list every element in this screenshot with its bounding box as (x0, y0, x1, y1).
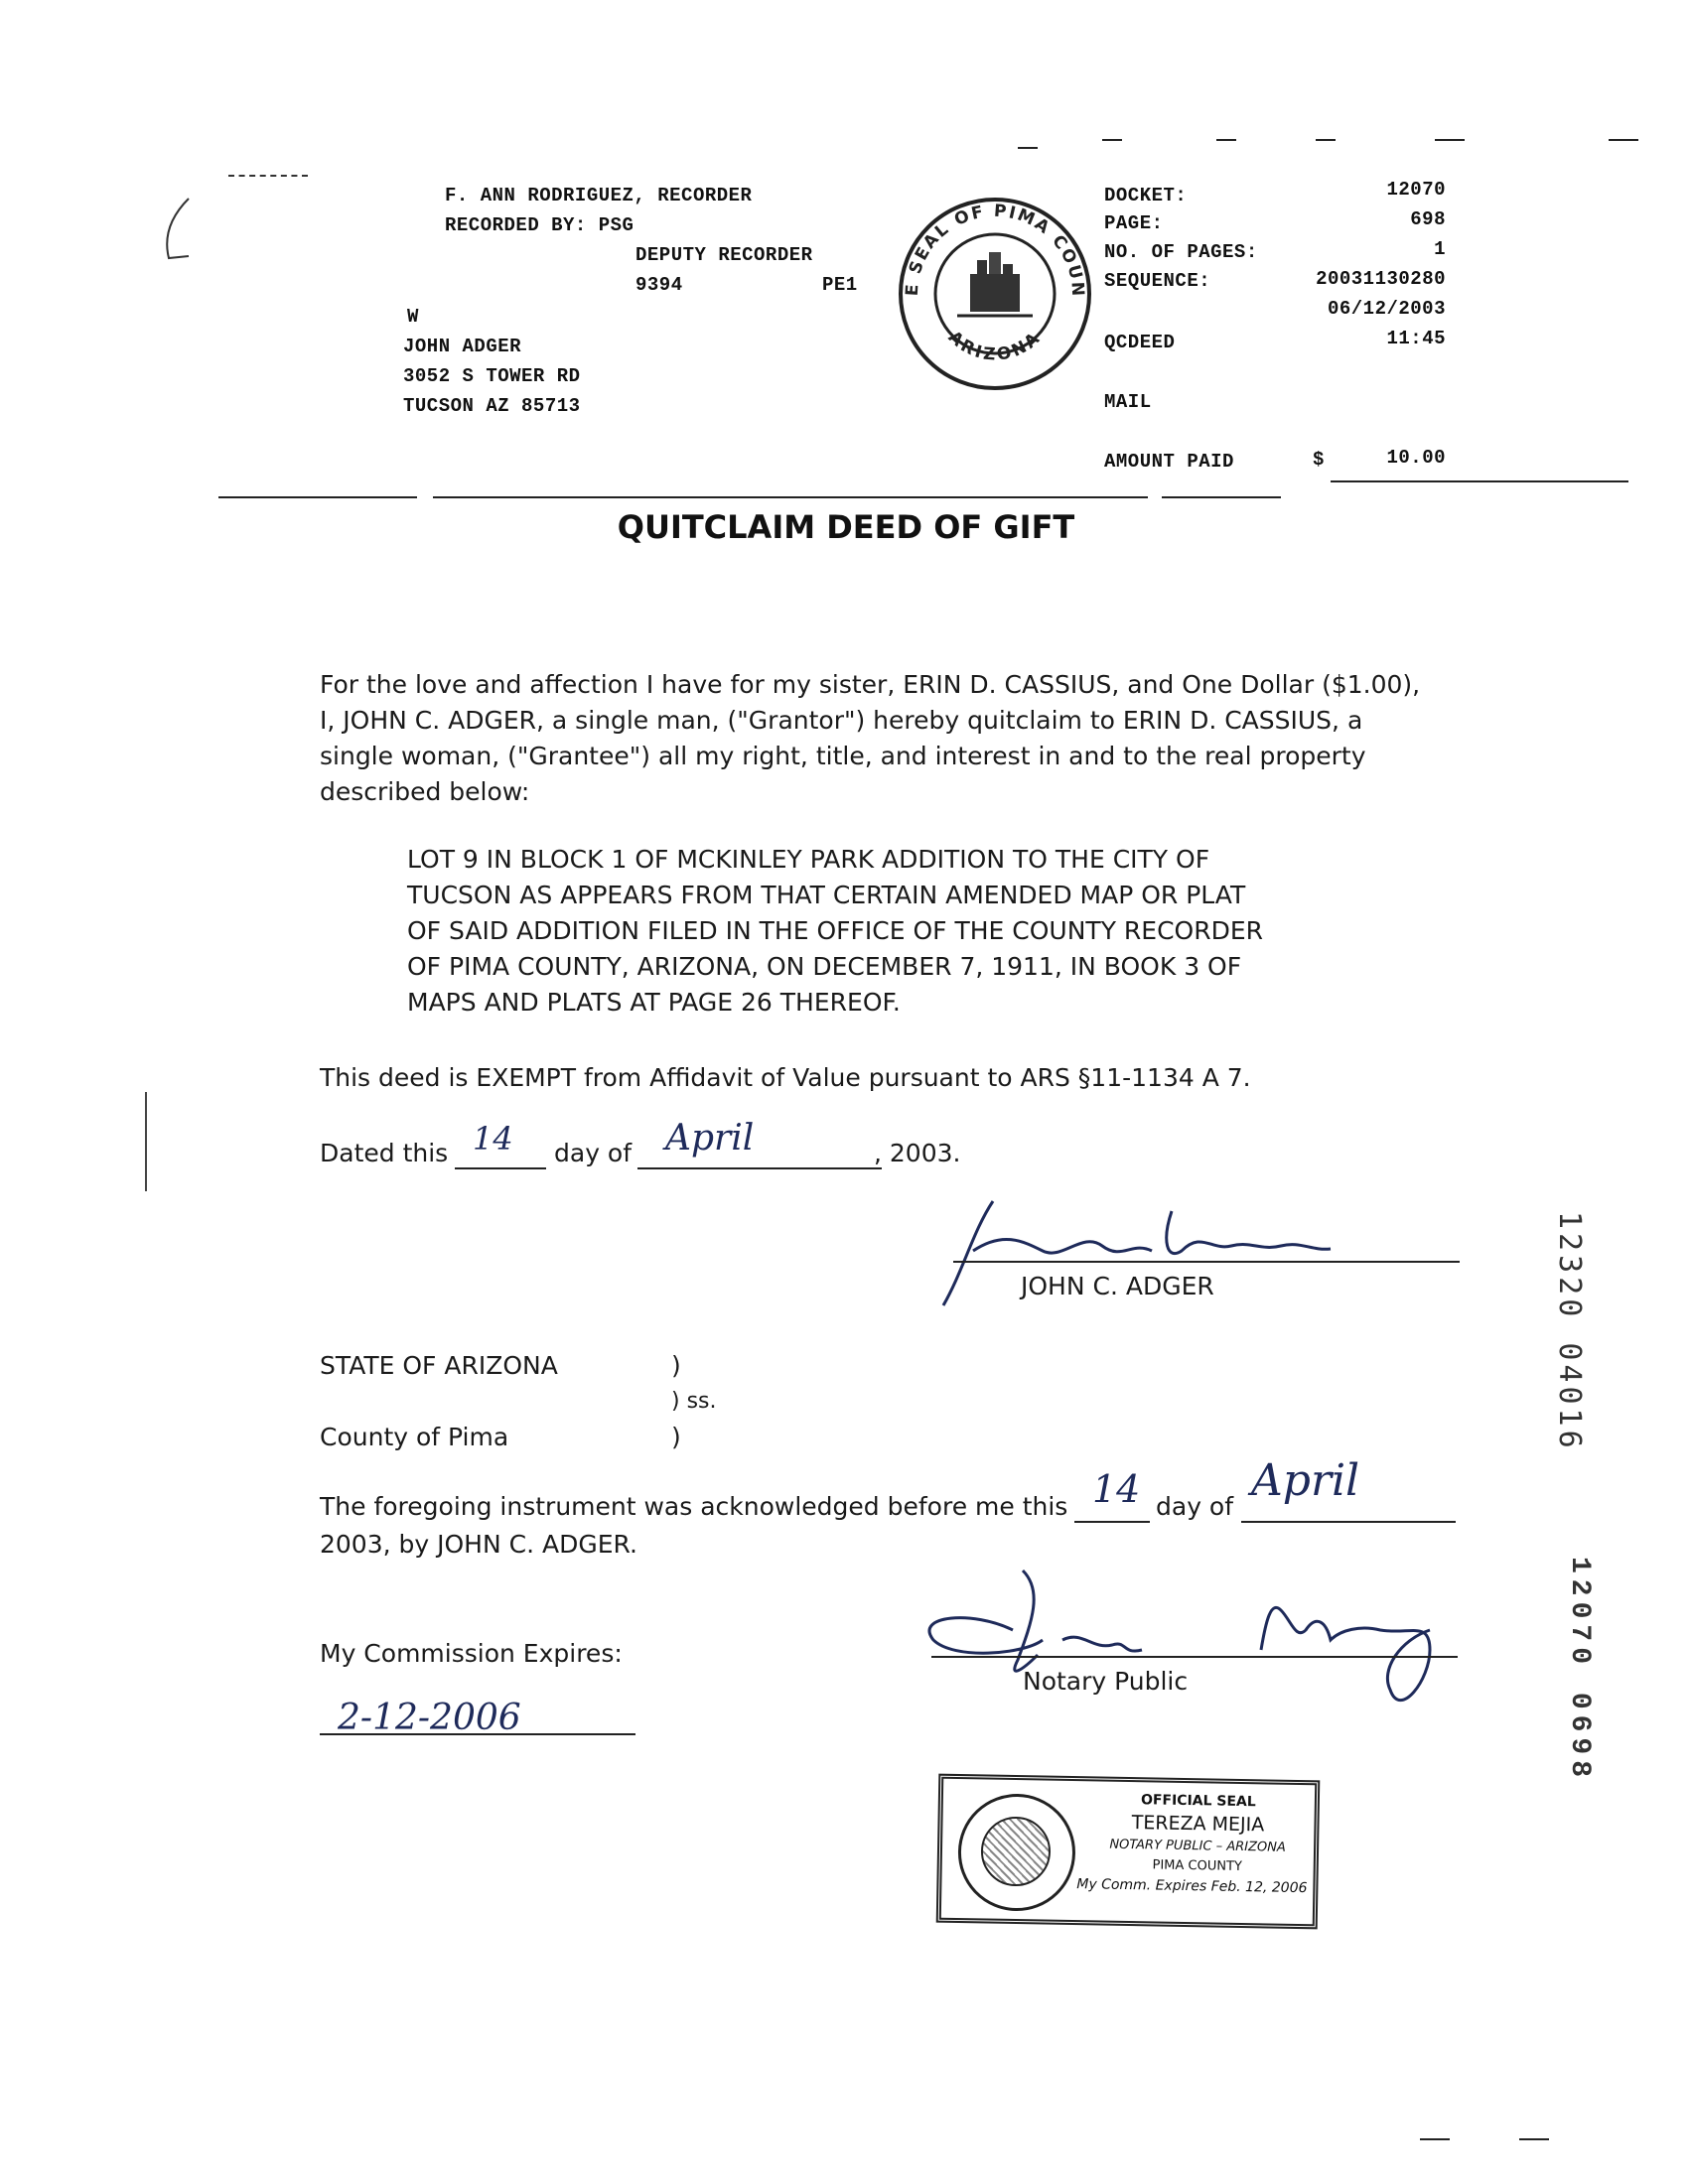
stamp-notary-title: NOTARY PUBLIC – ARIZONA (1109, 1837, 1286, 1855)
grantor-signature-line (953, 1261, 1460, 1263)
legal-line: OF SAID ADDITION FILED IN THE OFFICE OF THE COUNTY RECORDER (407, 916, 1263, 945)
seal-top-text: E SEAL OF PIMA COUN (902, 201, 1088, 299)
scan-mark (1102, 139, 1122, 141)
commission-date: 2-12-2006 (338, 1698, 521, 1738)
ack-month: April (1251, 1455, 1360, 1506)
sequence-value: 20031130280 (1316, 268, 1446, 290)
scan-mark (1018, 147, 1038, 149)
header-rule (1331, 480, 1628, 482)
scan-mark (228, 175, 308, 177)
page-value: 698 (1410, 208, 1446, 230)
notary-signature (914, 1561, 1509, 1719)
acknowledgment-line2: 2003, by JOHN C. ADGER. (320, 1530, 637, 1559)
docket-value: 12070 (1386, 179, 1446, 201)
stamp-county: PIMA COUNTY (1152, 1857, 1243, 1875)
dated-prefix: Dated this (320, 1139, 449, 1167)
notary-stamp (936, 1774, 1321, 1930)
venue-paren: ) (671, 1423, 681, 1451)
notary-signature-line (931, 1656, 1458, 1658)
header-rule (433, 496, 1148, 498)
pages-label: NO. OF PAGES: (1104, 241, 1258, 263)
ack-day: 14 (1092, 1467, 1141, 1511)
margin-number: 12070 0698 (1564, 1557, 1595, 1784)
deed-title: QUITCLAIM DEED OF GIFT (617, 508, 1075, 546)
notary-label: Notary Public (1023, 1667, 1189, 1696)
conveyance-paragraph (320, 667, 1511, 810)
venue-state: STATE OF ARIZONA (320, 1351, 558, 1380)
dated-month: April (665, 1118, 755, 1159)
dated-day: 14 (473, 1120, 513, 1158)
return-name: JOHN ADGER (403, 336, 522, 357)
scan-mark (1519, 2138, 1549, 2140)
header-rule (218, 496, 417, 498)
sequence-label: SEQUENCE: (1104, 270, 1211, 292)
currency-symbol: $ (1313, 449, 1325, 471)
recording-date: 06/12/2003 (1327, 298, 1446, 320)
county-seal (896, 195, 1094, 393)
amount-label: AMOUNT PAID (1104, 451, 1234, 473)
document-type: QCDEED (1104, 332, 1176, 353)
scan-mark (159, 189, 199, 268)
acknowledgment-prefix: The foregoing instrument was acknowledged before me this (320, 1492, 1068, 1521)
deputy-recorder: DEPUTY RECORDER (635, 244, 813, 266)
pages-value: 1 (1434, 238, 1446, 260)
stamp-notary-name: TEREZA MEJIA (1131, 1812, 1265, 1837)
scan-mark (1609, 139, 1638, 141)
recorder-name: F. ANN RODRIGUEZ, RECORDER (445, 185, 753, 206)
scan-mark (145, 1092, 147, 1191)
commission-label: My Commission Expires: (320, 1639, 623, 1668)
state-seal-icon (957, 1793, 1076, 1912)
conveyance-line: For the love and affection I have for my sister, ERIN D. CASSIUS, and One Dollar ($1.00), (320, 670, 1421, 699)
ack-mid: day of (1156, 1492, 1234, 1521)
seal-bottom-text: ARIZONA (943, 327, 1047, 365)
legal-line: TUCSON AS APPEARS FROM THAT CERTAIN AMENDED MAP OR PLAT (407, 881, 1246, 909)
return-city: TUCSON AZ 85713 (403, 395, 581, 417)
scan-mark (1435, 139, 1465, 141)
commission-line (320, 1733, 635, 1735)
deputy-code: PE1 (822, 274, 858, 296)
mail-label: MAIL (1104, 391, 1152, 413)
venue-paren: ) (671, 1351, 681, 1380)
conveyance-line: single woman, ("Grantee") all my right, title, and interest in and to the real property (320, 742, 1366, 770)
stamp-official-seal: OFFICIAL SEAL (1140, 1792, 1256, 1811)
docket-label: DOCKET: (1104, 185, 1188, 206)
legal-line: MAPS AND PLATS AT PAGE 26 THEREOF. (407, 988, 901, 1017)
conveyance-line: described below: (320, 777, 530, 806)
legal-line: LOT 9 IN BLOCK 1 OF MCKINLEY PARK ADDITION TO THE CITY OF (407, 845, 1210, 874)
scan-mark (1420, 2138, 1450, 2140)
dated-mid: day of (554, 1139, 633, 1167)
recording-time: 11:45 (1386, 328, 1446, 349)
page-label: PAGE: (1104, 212, 1164, 234)
dated-year: , 2003. (874, 1139, 961, 1167)
legal-description (407, 842, 1499, 1021)
header-rule (1162, 496, 1281, 498)
venue-county: County of Pima (320, 1423, 509, 1451)
exempt-statement: This deed is EXEMPT from Affidavit of Value pursuant to ARS §11-1134 A 7. (320, 1063, 1251, 1092)
svg-text:ARIZONA (944, 328, 1046, 365)
scan-mark (1216, 139, 1236, 141)
deputy-id: 9394 (635, 274, 683, 296)
scan-mark (1316, 139, 1336, 141)
ack-month-line (1241, 1521, 1456, 1523)
margin-number: 12320 04016 (1552, 1211, 1587, 1452)
ack-day-line (1074, 1521, 1150, 1523)
conveyance-line: I, JOHN C. ADGER, a single man, ("Grantor") hereby quitclaim to ERIN D. CASSIUS, a (320, 706, 1363, 735)
return-street: 3052 S TOWER RD (403, 365, 581, 387)
stamp-expires: My Comm. Expires Feb. 12, 2006 (1076, 1876, 1308, 1897)
legal-line: OF PIMA COUNTY, ARIZONA, ON DECEMBER 7, 1911, IN BOOK 3 OF (407, 952, 1242, 981)
recorded-by: RECORDED BY: PSG (445, 214, 634, 236)
mail-to-marker: W (407, 306, 419, 328)
grantor-name: JOHN C. ADGER (1021, 1272, 1214, 1300)
venue-ss: ) ss. (671, 1389, 717, 1414)
dated-month-line (637, 1167, 882, 1169)
amount-value: 10.00 (1386, 447, 1446, 469)
dated-day-line (455, 1167, 546, 1169)
